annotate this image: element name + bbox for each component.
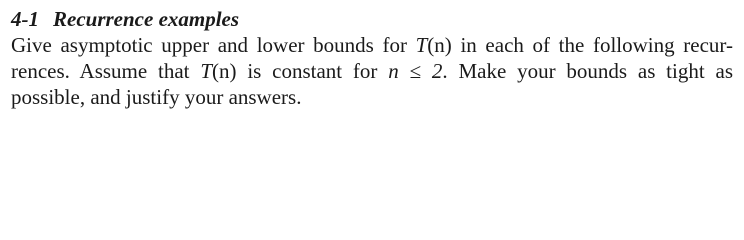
math-condition: n ≤ 2 [388, 59, 443, 83]
text-segment: Give asymptotic upper and lower bounds for [11, 33, 416, 57]
problem-text-line-2 [11, 58, 733, 84]
problem-number: 4-1 [11, 7, 39, 31]
text-segment: in each of the following recur- [451, 33, 733, 57]
problem-4-1 [11, 6, 733, 110]
problem-title: Recurrence examples [53, 7, 240, 31]
problem-text-line-3: possible, and justify your answers. [11, 85, 302, 109]
text-segment: is constant for [236, 59, 389, 83]
problem-text-line-1 [11, 32, 733, 58]
problem-heading [11, 6, 733, 32]
text-segment: rences. Assume that [11, 59, 201, 83]
text-segment: . Make your bounds as tight as [442, 59, 733, 83]
math-T-of-n: T(n) [200, 59, 237, 83]
math-T-of-n: T(n) [415, 33, 452, 57]
